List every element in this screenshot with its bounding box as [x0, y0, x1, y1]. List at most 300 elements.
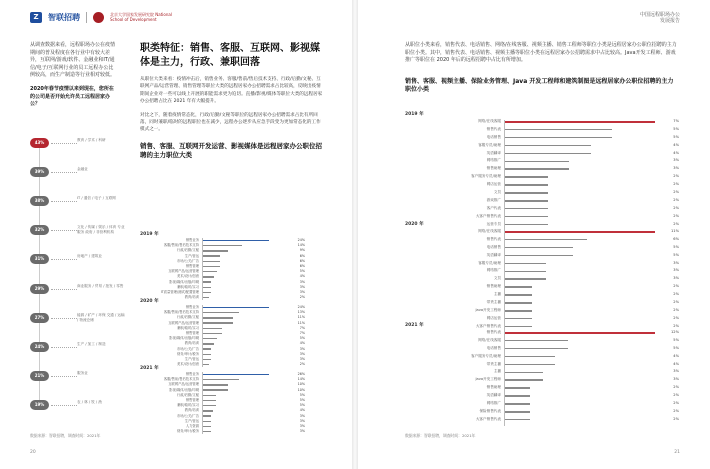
connector-line	[51, 347, 77, 348]
category-label: 客服/售前/售后技术支持	[163, 310, 199, 315]
value-label: 5%	[299, 269, 305, 274]
category-label: 销售业务	[185, 238, 199, 242]
value-label: 14%	[297, 377, 305, 382]
category-label: Java开发工程师	[475, 307, 501, 312]
value-label: 11%	[297, 320, 305, 325]
bar	[203, 338, 217, 339]
bar	[505, 372, 543, 374]
bar	[505, 231, 655, 233]
category-label: 电话销售	[486, 345, 501, 350]
bar	[203, 240, 269, 241]
category-label: 大客户销售代表	[475, 213, 501, 218]
bar-track	[203, 389, 287, 390]
bar	[505, 387, 530, 389]
bar	[203, 354, 211, 355]
value-label: 5%	[299, 392, 305, 397]
timeline-item	[30, 138, 125, 148]
category-label: 带货主播	[486, 361, 501, 366]
value-label: 2%	[673, 408, 679, 413]
partner-text: 北京大学国家发展研究院 National School of Development	[110, 12, 172, 22]
bar	[203, 333, 222, 334]
value-label: 4%	[673, 353, 679, 358]
value-label: 3%	[673, 158, 679, 163]
bar	[505, 286, 532, 288]
body-paragraph-1: 从职位大类来看：疫情冲击后，销售业务、客服/售前/售后技术支持、行政/后勤/文秘、互联网产品/运营管理、销售管理等职位大类的远程居家办公招聘需求占比较高，反映出疫情期间企业对一些可以线上开展的职能需求更为迫切。直播/影视/媒体等职位大类的远程居家办公招聘占比在 2021 年有大幅提升。	[140, 77, 323, 105]
timeline-item	[30, 400, 125, 410]
value-label: 2%	[673, 284, 679, 289]
value-label: 2%	[673, 300, 679, 305]
value-label: 4%	[673, 150, 679, 155]
category-label: 财务/审计/税务	[176, 351, 199, 356]
category-label: 带货主播	[486, 300, 501, 305]
bar	[505, 176, 548, 178]
bar	[505, 208, 548, 210]
chart-year-label: 2019 年	[405, 112, 424, 117]
category-label: 教育/培训	[184, 341, 199, 346]
value-label: 4%	[673, 361, 679, 366]
bar	[505, 192, 548, 194]
value-label: 10%	[297, 387, 305, 392]
chart-row	[405, 368, 680, 376]
bar	[203, 415, 211, 416]
page-number-right: 21	[674, 450, 680, 455]
timeline-item	[30, 225, 125, 235]
value-label: 3%	[299, 423, 305, 428]
category-label: 网络/在线客服	[478, 337, 501, 342]
bar-track	[203, 312, 287, 313]
value-label: 4%	[299, 408, 305, 413]
bar	[505, 356, 555, 358]
value-label: 14%	[297, 243, 305, 248]
value-label: 3%	[673, 377, 679, 382]
category-label: 销售管理	[185, 263, 199, 268]
right-source-note: 数据来源：智联招聘，调查时间：2021年	[405, 433, 476, 438]
left-page	[0, 0, 352, 469]
bar	[505, 278, 546, 280]
category-label: 英语翻译	[486, 150, 501, 155]
timeline-item	[30, 254, 125, 264]
percent-badge: 29%	[30, 284, 49, 294]
connector-line	[51, 376, 77, 377]
industry-label: 金融业	[77, 167, 88, 172]
chart-2020-positions	[405, 222, 680, 331]
bar-track	[203, 317, 287, 318]
value-label: 2%	[673, 323, 679, 328]
chart-row	[405, 361, 680, 369]
chart-row	[140, 429, 305, 434]
bar	[505, 419, 530, 421]
category-label: 销售助理	[486, 284, 501, 289]
connector-line	[51, 259, 77, 260]
chart-year-label: 2020 年	[140, 299, 159, 304]
chart-heading: 销售、客服、互联网开发运营、影视媒体是远程居家办公职位招聘的主力职位大类	[140, 141, 322, 159]
left-source-note: 数据来源：智联招聘，调查时间：2021年	[30, 433, 101, 438]
category-label: 网店运营	[486, 182, 501, 187]
right-intro-paragraph: 从职位小类来看，销售代表、电话销售、网络/在线客服、视频主播、销售工程师等职位小类是远程居家办公职位招聘的主力职位小类。其中，销售代表、电话销售、视频主播等职位小类在远程居家办公招聘需求中占比较高。Java开发工程师、游戏推广等职位在 2020 年后的远程招聘中占比有所增加。	[405, 42, 677, 64]
value-label: 10%	[297, 382, 305, 387]
industry-label: 房地产 / 建筑业	[77, 254, 103, 259]
value-label: 2%	[673, 174, 679, 179]
timeline-item	[30, 284, 125, 294]
bar	[203, 384, 228, 385]
chart-row	[405, 157, 680, 165]
category-label: 电话销售	[486, 134, 501, 139]
chart-2020-categories	[140, 299, 305, 367]
bar-track	[203, 292, 287, 293]
bar-track	[203, 343, 287, 344]
chart-row	[405, 205, 680, 213]
industry-label: 教育 / 学术 / 科研	[77, 138, 106, 142]
value-label: 2%	[673, 416, 679, 421]
timeline-item	[30, 313, 125, 323]
value-label: 2%	[673, 213, 679, 218]
bar-track	[203, 400, 287, 401]
category-label: 网店运营	[486, 315, 501, 320]
category-label: 大客户销售代表	[475, 416, 501, 421]
chart-row	[405, 181, 680, 189]
connector-line	[51, 143, 77, 144]
category-label: 英语翻译	[486, 252, 501, 257]
value-label: 5%	[673, 126, 679, 131]
chart-row	[405, 345, 680, 353]
category-label: 兼职/临时/实习	[176, 325, 199, 330]
percent-badge: 39%	[30, 167, 49, 177]
bar	[203, 292, 211, 293]
category-label: 兼职/临时/实习	[176, 284, 199, 289]
category-label: 客服/售前/售后技术支持	[163, 377, 199, 382]
category-label: 客服/售前/售后技术支持	[163, 243, 199, 248]
bar	[203, 410, 213, 411]
industry-label: 生产 / 加工 / 制造	[77, 341, 106, 346]
bar	[505, 271, 546, 273]
category-label: 网络/在线客服	[478, 119, 501, 123]
bar	[505, 145, 591, 147]
bar	[203, 348, 211, 349]
category-label: 影视/媒体/出版/印刷	[169, 279, 199, 284]
bar	[203, 312, 239, 313]
bar-track	[203, 322, 287, 323]
category-label: 生产/营运	[184, 356, 199, 361]
value-label: 2%	[673, 385, 679, 390]
bar	[203, 395, 216, 396]
chart-row	[405, 392, 680, 400]
value-label: 6%	[299, 263, 305, 268]
bar	[505, 239, 587, 241]
category-label: 互联网产品/运营管理	[168, 382, 199, 387]
chart-2021-categories	[140, 366, 305, 434]
chart-row	[405, 228, 680, 236]
chart-row	[405, 213, 680, 221]
value-label: 2%	[673, 393, 679, 398]
category-label: 网络/在线客服	[478, 229, 501, 233]
value-label: 6%	[299, 258, 305, 263]
value-label: 13%	[297, 310, 305, 315]
connector-line	[51, 201, 77, 202]
bar	[505, 411, 530, 413]
industry-label: 商业服务 / 贸易 / 批发 / 零售	[77, 283, 124, 288]
chart-2019-positions	[405, 112, 680, 228]
chart-2021-positions	[405, 323, 680, 424]
category-label: 销售代表	[486, 236, 501, 241]
value-label: 5%	[299, 397, 305, 402]
industry-label: 能源 / 矿产 / 环保 交通 / 运输 / 物流仓储	[77, 312, 125, 322]
value-label: 3%	[673, 276, 679, 281]
category-label: 销售管理	[185, 397, 199, 402]
timeline-item	[30, 196, 125, 206]
value-label: 2%	[673, 190, 679, 195]
category-label: 美术/设计/创意	[176, 362, 199, 367]
category-label: 影视/媒体/出版/印刷	[169, 336, 199, 341]
category-label: 客户服务专员/助理	[471, 174, 501, 179]
bar	[505, 364, 555, 366]
bar-track	[203, 379, 287, 380]
category-label: 互联网产品/运营管理	[168, 320, 199, 325]
bar	[203, 426, 211, 427]
industry-label: 文化 / 传媒 / 娱乐 / 体育 专业服务 政府 / 非营利机构	[77, 225, 125, 235]
bar	[203, 343, 214, 344]
value-label: 2%	[299, 295, 305, 300]
bar	[505, 348, 568, 350]
chart-2019-categories	[140, 232, 305, 300]
report-title	[640, 12, 680, 24]
bar-track	[203, 348, 287, 349]
chart-row	[405, 165, 680, 173]
bar-track	[203, 287, 287, 288]
category-label: 兼职/临时/实习	[176, 403, 199, 408]
bar	[203, 281, 211, 282]
bar-track	[203, 271, 287, 272]
connector-line	[51, 318, 77, 319]
chart-year-label: 2019 年	[140, 232, 159, 237]
value-label: 26%	[297, 372, 305, 376]
category-label: 网络推广	[486, 158, 501, 163]
bar	[505, 216, 548, 218]
value-label: 3%	[299, 279, 305, 284]
bar-track	[203, 421, 287, 422]
bar-track	[203, 281, 287, 282]
category-label: 美术/设计/创意	[176, 274, 199, 279]
bar	[203, 266, 220, 267]
bar-track	[203, 359, 287, 360]
value-label: 3%	[299, 284, 305, 289]
category-label: 行政/后勤/文秘	[176, 248, 199, 253]
bar-track	[203, 328, 287, 329]
value-label: 6%	[299, 253, 305, 258]
bar	[505, 129, 612, 131]
value-label: 3%	[299, 351, 305, 356]
bar	[203, 405, 216, 406]
category-label: 客服专员/助理	[478, 142, 501, 147]
value-label: 24%	[297, 238, 305, 242]
bar	[505, 168, 569, 170]
category-label: 影视/媒体/出版/印刷	[169, 387, 199, 392]
chart-row	[405, 236, 680, 244]
chart-row	[405, 384, 680, 392]
bar-track	[203, 338, 287, 339]
value-label: 5%	[673, 337, 679, 342]
bar	[203, 276, 214, 277]
value-label: 2%	[299, 362, 305, 367]
value-label: 2%	[673, 221, 679, 226]
category-label: 客服专员/助理	[478, 260, 501, 265]
report-title-line: 中国远程职场办公	[639, 12, 680, 18]
category-label: 销售业务	[185, 372, 199, 376]
chart-row	[405, 142, 680, 150]
percent-badge: 27%	[30, 313, 49, 323]
bar	[505, 255, 573, 257]
value-label: 3%	[673, 369, 679, 374]
value-label: 11%	[671, 229, 679, 233]
category-label: 保险销售代表	[479, 408, 501, 413]
value-label: 6%	[673, 236, 679, 241]
category-label: 销售助理	[486, 166, 501, 171]
bar-track	[203, 266, 287, 267]
bar-track	[203, 354, 287, 355]
bar-track	[203, 415, 287, 416]
chart-row	[405, 337, 680, 345]
chart-year-label: 2020 年	[405, 222, 424, 227]
value-label: 5%	[673, 134, 679, 139]
value-label: 3%	[299, 356, 305, 361]
chart-row	[405, 260, 680, 268]
timeline-item	[30, 167, 125, 177]
right-chart-heading: 销售、客服、视频主播、保险业务管理、Java 开发工程师和建筑制图是远程居家办公职位招聘的主力职位小类	[405, 78, 674, 93]
bar	[203, 379, 239, 380]
chart-row	[405, 400, 680, 408]
chart-row	[405, 329, 680, 337]
body-paragraph-2: 对比之下，随着疫情常态化，行政/后勤/文秘等职位的远程居家办公招聘需求占比有所回落，同时兼职/临时的远程职位也在减少，远程办公逐步从应急手段变为更加常态化的工作模式之一。	[140, 112, 321, 133]
value-label: 3%	[299, 429, 305, 434]
chart-row	[405, 408, 680, 416]
bar	[505, 340, 568, 342]
category-label: 教育/培训	[184, 295, 199, 300]
category-label: 电话销售	[486, 244, 501, 249]
bar	[505, 294, 532, 296]
bar	[203, 271, 217, 272]
chart-row	[405, 353, 680, 361]
category-label: 行政/后勤/文秘	[176, 392, 199, 397]
bar	[203, 431, 211, 432]
bar	[203, 261, 220, 262]
bar-track	[203, 240, 287, 241]
bar-track	[203, 276, 287, 277]
bar	[505, 200, 548, 202]
category-label: 销售代表	[486, 126, 501, 131]
header-logo	[30, 10, 180, 24]
connector-line	[51, 172, 77, 173]
left-intro-column	[30, 42, 115, 109]
category-label: 客户代表	[486, 205, 501, 210]
category-label: 市场/公关/广告	[176, 413, 199, 418]
value-label: 7%	[299, 330, 305, 335]
value-label: 4%	[673, 142, 679, 147]
intro-paragraph: 从调查数据来看，远程职场办公在疫情期间的普及程度在各行业中有较大差异，互联网/游戏/软件、金融业和IT/通信/电子/互联网行业的员工远程办公比例较高，而生产制造等行业相对较低。	[30, 42, 116, 79]
bar	[203, 255, 220, 256]
value-label: 3%	[673, 260, 679, 265]
bar-track	[203, 405, 287, 406]
bar	[505, 310, 532, 312]
logo-text: 智联招聘	[48, 12, 80, 22]
chart-row	[405, 118, 680, 126]
category-label: IT质量管理/测试/配置管理	[160, 289, 199, 294]
survey-question: 2020年春节疫情以来到现在，您所在的公司是否开始允许员工远程居家办公？	[30, 85, 114, 108]
bar-track	[203, 374, 287, 375]
category-label: 主播	[493, 292, 501, 297]
category-label: 销售业务	[185, 305, 199, 309]
percent-badge: 43%	[30, 138, 49, 148]
percent-badge: 19%	[30, 400, 49, 410]
value-label: 3%	[299, 413, 305, 418]
university-seal-icon	[93, 12, 104, 23]
category-label: 销售助理	[486, 385, 501, 390]
bar	[203, 421, 211, 422]
value-label: 5%	[299, 336, 305, 341]
left-main-column	[140, 42, 325, 160]
bar-track	[203, 245, 287, 246]
industry-label: IT / 通信 / 电子 / 互联网	[77, 196, 116, 201]
page-number-left: 20	[30, 450, 36, 455]
bar	[505, 263, 546, 265]
chart-row	[405, 197, 680, 205]
bar-track	[203, 426, 287, 427]
chart-row	[405, 376, 680, 384]
category-label: 市场/公关/广告	[176, 346, 199, 351]
bar	[505, 121, 655, 123]
category-label: 大客户销售代表	[475, 323, 501, 328]
chart-row	[405, 275, 680, 283]
bar	[203, 307, 269, 308]
percent-badge: 31%	[30, 254, 49, 264]
bar	[203, 359, 211, 360]
chart-row	[405, 134, 680, 142]
value-label: 2%	[673, 182, 679, 187]
chart-row	[405, 267, 680, 275]
value-label: 5%	[673, 252, 679, 257]
connector-line	[51, 230, 77, 231]
value-label: 5%	[299, 403, 305, 408]
bar	[203, 328, 222, 329]
bar	[203, 245, 242, 246]
chart-row	[405, 291, 680, 299]
bar	[505, 332, 655, 334]
value-label: 9%	[299, 248, 305, 253]
bar-track	[203, 395, 287, 396]
bar	[505, 318, 532, 320]
logo-divider	[86, 12, 87, 23]
zhaopin-logo-icon: Z	[30, 12, 42, 23]
percent-badge: 21%	[30, 371, 49, 381]
category-label: 销售管理	[185, 330, 199, 335]
chart-row	[405, 173, 680, 181]
chart-row	[405, 283, 680, 291]
bar	[505, 137, 612, 139]
bar	[505, 403, 530, 405]
chart-row	[405, 416, 680, 424]
bar	[505, 302, 532, 304]
value-label: 3%	[673, 268, 679, 273]
connector-line	[51, 405, 77, 406]
percent-badge: 32%	[30, 225, 49, 235]
category-label: 文员	[493, 190, 501, 195]
percent-badge: 38%	[30, 196, 49, 206]
bar	[505, 395, 530, 397]
bar	[505, 184, 548, 186]
bar	[505, 153, 591, 155]
chart-year-label: 2021 年	[405, 323, 424, 328]
chart-row	[405, 307, 680, 315]
value-label: 3%	[299, 418, 305, 423]
category-label: 文员	[493, 276, 501, 281]
